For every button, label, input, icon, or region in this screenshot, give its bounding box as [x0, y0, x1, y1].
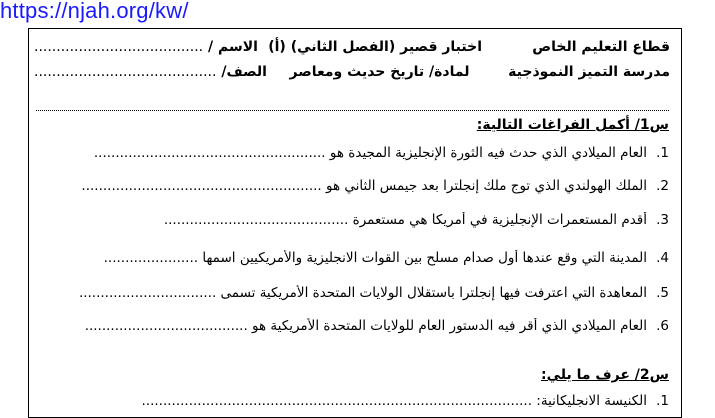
question-1-item: 5.المعاهدة التي اعترفت فيها إنجلترا باستقلال الولايات المتحدة الأمريكية تسمى ................................ — [78, 285, 669, 301]
exam-title: اختبار قصير (الفصل الثاني) (أ) — [268, 39, 482, 55]
watermark-url: https://njah.org/kw/ — [0, 0, 189, 23]
name-field — [34, 39, 274, 55]
class-field — [34, 64, 274, 80]
question-1-item: 6.العام الميلادي الذي أقر فيه الدستور العام للولايات المتحدة الأمريكية هو ...................................... — [84, 318, 669, 334]
question-2-item: 1.الكنيسة الانجليكانية: ........................................................................................... — [141, 393, 669, 409]
class-dots: ......................................... — [34, 64, 217, 80]
school-name: مدرسة التميز النموذجية — [508, 64, 670, 80]
header-row-1 — [34, 36, 670, 58]
dotted-separator — [36, 96, 669, 111]
question-1-item: 1.العام الميلادي الذي حدث فيه الثورة الإنجليزية المجيدة هو ...................................................... — [93, 145, 669, 161]
sector-title: قطاع التعليم الخاص — [532, 39, 670, 55]
question-1-item: 4.المدينة التي وقع عندها أول صدام مسلح بين القوات الانجليزية والأمريكيين اسمها ...................... — [103, 250, 669, 266]
name-dots: ...................................... — [34, 39, 204, 55]
subject-name: لمادة/ تاريخ حديث ومعاصر — [289, 64, 470, 80]
question-1-item: 3.أقدم المستعمرات الإنجليزية في أمريكا هي مستعمرة ........................................... — [163, 212, 669, 228]
class-label: الصف/ — [221, 64, 267, 80]
question-1-item: 2.الملك الهولندي الذي توج ملك إنجلترا بعد جيمس الثاني هو ........................................................ — [81, 178, 669, 194]
question-2-title: س2/ عرف ما يلي: — [540, 367, 669, 383]
question-1-title: س1/ أكمل الفراغات التالية: — [476, 117, 669, 133]
name-label: الاسم / — [207, 39, 258, 55]
header-row-2 — [34, 61, 670, 83]
